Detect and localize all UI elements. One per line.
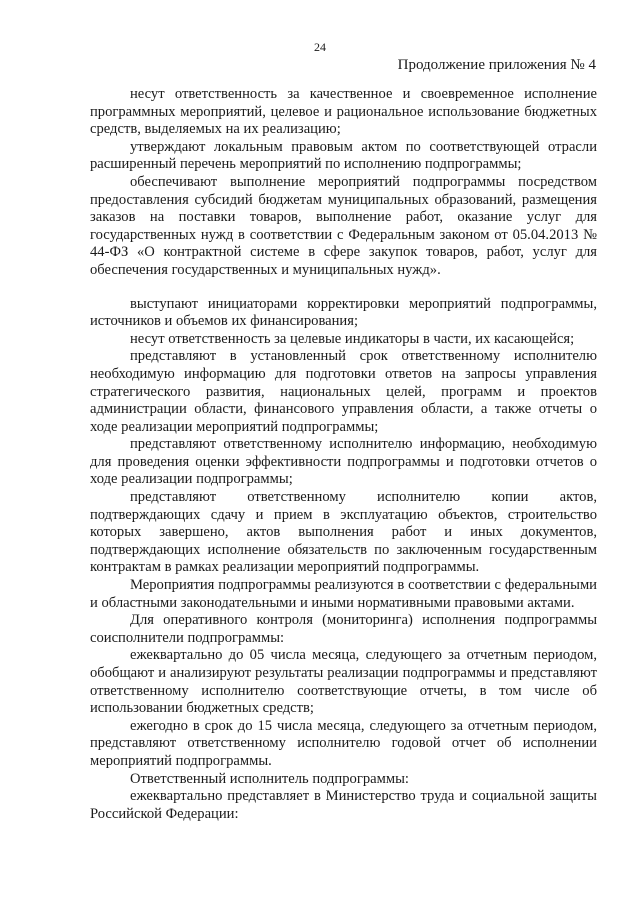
paragraph: несут ответственность за качественное и своевременное исполнение программных мероприятий, целевое и рациональное использование бюджетных средств, выделяемых на их реализацию; [90,86,597,138]
paragraph: утверждают локальным правовым актом по соответствующей отрасли расширенный перечень мероприятий по исполнению подпрограммы; [90,138,597,173]
paragraph: ежегодно в срок до 15 числа месяца, следующего за отчетным периодом, представляют ответственному исполнителю годовой отчет об исполнении мероприятий подпрограммы. [90,717,597,769]
paragraph: обеспечивают выполнение мероприятий подпрограммы посредством предоставления субсидий бюджетам муниципальных образований, размещения заказов на поставки товаров, выполнение работ, оказание услуг для государственных нужд в соответствии с Федеральным законом от 05.04.2013 № 44-ФЗ «О контрактной системе в сфере закупок товаров, работ, услуг для обеспечения государственных и муниципальных нужд». [90,173,597,278]
paragraph: Ответственный исполнитель подпрограммы: [130,770,409,787]
paragraph: Мероприятия подпрограммы реализуются в соответствии с федеральными и областными законодательными и иными нормативными правовыми актами. [90,577,597,611]
paragraph: Для оперативного контроля (мониторинга) исполнения подпрограммы соисполнители подпрограммы: [90,612,597,646]
paragraph: представляют ответственному исполнителю информацию, необходимую для проведения оценки эффективности подпрограммы и подготовки отчетов о ходе реализации подпрограммы; [90,436,597,488]
document-body [90,86,597,823]
paragraph: ежеквартально до 05 числа месяца, следующего за отчетным периодом, обобщают и анализируют результаты реализации подпрограммы и представляют ответственному исполнителю соответствующие отчеты, в том числе об использовании бюджетных средств; [90,647,597,717]
paragraph: представляют в установленный срок ответственному исполнителю необходимую информацию для подготовки ответов на запросы управления стратегического развития, национальных целей, программ и проектов администрации области, финансового управления области, а также отчеты о ходе реализации мероприятий подпрограммы; [90,348,597,435]
paragraph: выступают инициаторами корректировки мероприятий подпрограммы, источников и объемов их финансирования; [90,295,597,330]
paragraph: ежеквартально представляет в Министерство труда и социальной защиты Российской Федерации: [90,788,597,822]
paragraph: представляют ответственному исполнителю копии актов, подтверждающих сдачу и прием в эксплуатацию объектов, строительство которых завершено, актов выполнения работ и иных документов, подтверждающих исполнение обязательств по заключенным государственным контрактам в рамках реализации мероприятий подпрограммы. [90,489,597,576]
paragraph: несут ответственность за целевые индикаторы в части, их касающейся; [130,330,575,347]
page-number: 24 [314,40,326,54]
appendix-continuation-header: Продолжение приложения № 4 [397,57,596,73]
